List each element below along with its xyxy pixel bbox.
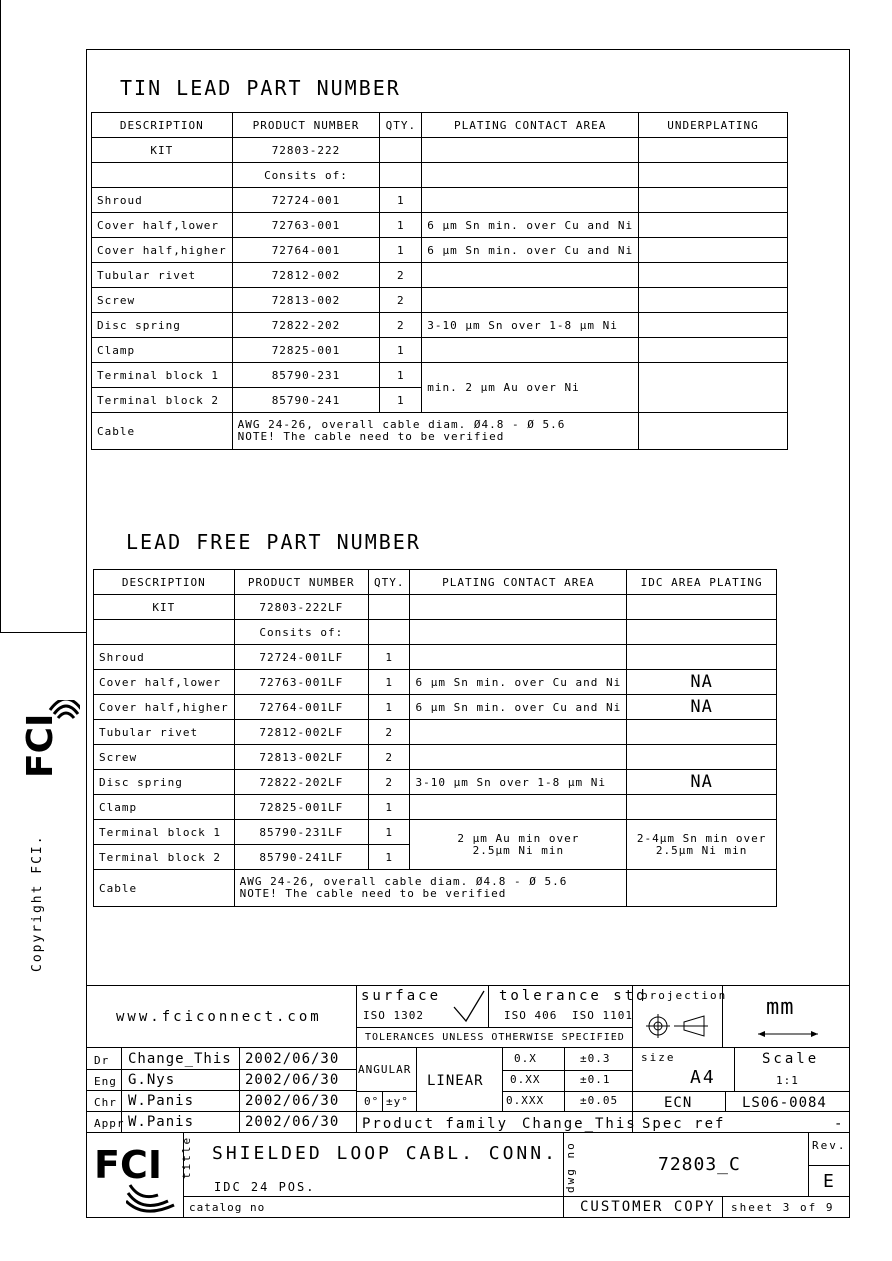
plating-cell — [410, 595, 627, 620]
underplating-cell — [639, 288, 788, 313]
linear-class: 0.XX — [510, 1073, 541, 1086]
product-number-cell: 85790-231LF — [234, 820, 368, 845]
qty-cell: 1 — [368, 670, 410, 695]
column-header: PLATING CONTACT AREA — [410, 570, 627, 595]
description-cell: Terminal block 2 — [94, 845, 235, 870]
plating-cell — [410, 720, 627, 745]
column-header: DESCRIPTION — [94, 570, 235, 595]
idc-plating-cell — [627, 870, 777, 907]
plating-cell — [410, 645, 627, 670]
linear-tol: ±0.3 — [580, 1052, 611, 1065]
product-number-cell: 72803-222 — [232, 138, 380, 163]
description-cell: Shroud — [92, 188, 233, 213]
lead-free-heading: LEAD FREE PART NUMBER — [126, 530, 421, 554]
underplating-cell — [639, 138, 788, 163]
qty-cell: 2 — [368, 720, 410, 745]
role-name: G.Nys — [128, 1072, 176, 1088]
product-family-value: Change_This — [522, 1116, 637, 1132]
description-cell: Clamp — [92, 338, 233, 363]
product-number-cell: 72764-001 — [232, 238, 380, 263]
description-cell: Screw — [94, 745, 235, 770]
qty-cell — [368, 620, 410, 645]
column-header: IDC AREA PLATING — [627, 570, 777, 595]
spec-ref-label: Spec ref — [642, 1116, 726, 1132]
description-cell: Disc spring — [92, 313, 233, 338]
linear-tol: ±0.05 — [580, 1094, 619, 1107]
product-number-cell: Consits of: — [232, 163, 380, 188]
table-row — [92, 163, 788, 188]
column-header: PLATING CONTACT AREA — [422, 113, 639, 138]
description-cell: Shroud — [94, 645, 235, 670]
idc-plating-cell — [627, 720, 777, 745]
table-row — [94, 770, 777, 795]
table-row — [92, 363, 788, 388]
scale-label: Scale — [762, 1051, 820, 1067]
description-cell: Tubular rivet — [92, 263, 233, 288]
product-number-cell: 72724-001 — [232, 188, 380, 213]
table-row — [94, 695, 777, 720]
product-number-cell: 72825-001 — [232, 338, 380, 363]
title-label: title — [180, 1135, 193, 1179]
unit-arrow-icon — [756, 1029, 820, 1039]
underplating-cell — [639, 188, 788, 213]
description-cell: Terminal block 2 — [92, 388, 233, 413]
linear-tol: ±0.1 — [580, 1073, 611, 1086]
table-row — [94, 870, 777, 907]
plating-cell: 3-10 µm Sn over 1-8 µm Ni — [410, 770, 627, 795]
rev-value: E — [823, 1171, 836, 1192]
plating-line: 2.5µm Ni min — [472, 843, 565, 857]
product-number-cell: 72812-002 — [232, 263, 380, 288]
role-date: 2002/06/30 — [245, 1093, 340, 1109]
description-cell: Cable — [94, 870, 235, 907]
role-date: 2002/06/30 — [245, 1051, 340, 1067]
table-row — [92, 288, 788, 313]
size-value: A4 — [690, 1067, 716, 1088]
table-row — [92, 413, 788, 450]
copyright-text: Copyright FCI. — [30, 834, 45, 972]
margin-line — [0, 0, 1, 632]
underplating-cell — [639, 363, 788, 413]
rev-label: Rev. — [812, 1139, 847, 1152]
table-row — [94, 720, 777, 745]
drawing-title-1: SHIELDED LOOP CABL. CONN. — [212, 1143, 558, 1164]
qty-cell: 2 — [368, 745, 410, 770]
description-cell: Cover half,higher — [92, 238, 233, 263]
role-label: Dr — [94, 1054, 110, 1067]
plating-cell — [422, 163, 639, 188]
sheet-number: sheet 3 of 9 — [731, 1201, 835, 1214]
table-row — [94, 795, 777, 820]
column-header: PRODUCT NUMBER — [234, 570, 368, 595]
projection-label: projection — [641, 989, 728, 1002]
cable-line: AWG 24-26, overall cable diam. Ø4.8 - Ø 5.6 — [237, 418, 566, 431]
table-row — [94, 670, 777, 695]
idc-line: 2.5µm Ni min — [655, 843, 748, 857]
table-row — [94, 745, 777, 770]
role-date: 2002/06/30 — [245, 1072, 340, 1088]
svg-text:FCI: FCI — [20, 713, 61, 778]
description-cell: Cover half,lower — [94, 670, 235, 695]
role-label: Chr — [94, 1096, 117, 1109]
description-cell: KIT — [92, 138, 233, 163]
product-number-cell: 72813-002 — [232, 288, 380, 313]
plating-cell — [410, 795, 627, 820]
idc-plating-cell — [627, 820, 777, 870]
qty-cell: 1 — [380, 338, 422, 363]
idc-plating-cell — [627, 645, 777, 670]
projection-symbol-icon — [646, 1013, 710, 1039]
description-cell: Terminal block 1 — [94, 820, 235, 845]
fci-side-logo-icon — [14, 700, 80, 780]
qty-cell: 1 — [380, 388, 422, 413]
plating-cell: 6 µm Sn min. over Cu and Ni — [422, 213, 639, 238]
product-number-cell: 72813-002LF — [234, 745, 368, 770]
fci-logo-waves-icon — [126, 1181, 176, 1213]
plating-cell — [422, 338, 639, 363]
table-row — [92, 238, 788, 263]
fci-logo: FCI — [94, 1143, 162, 1187]
qty-cell: 1 — [368, 645, 410, 670]
underplating-cell — [639, 238, 788, 263]
product-number-cell: 72822-202LF — [234, 770, 368, 795]
role-name: W.Panis — [128, 1114, 195, 1130]
product-number-cell: 72822-202 — [232, 313, 380, 338]
product-number-cell: 72764-001LF — [234, 695, 368, 720]
table-row — [94, 645, 777, 670]
dwg-no: 72803_C — [658, 1154, 741, 1175]
qty-cell: 1 — [380, 238, 422, 263]
cable-line: AWG 24-26, overall cable diam. Ø4.8 - Ø 5.6 — [239, 875, 568, 888]
size-label: size — [641, 1051, 676, 1064]
idc-plating-cell — [627, 795, 777, 820]
angular-label: ANGULAR — [358, 1063, 412, 1076]
table-row — [94, 820, 777, 845]
table-row — [94, 595, 777, 620]
underplating-cell — [639, 213, 788, 238]
product-number-cell: 85790-231 — [232, 363, 380, 388]
drawing-title-2: IDC 24 POS. — [214, 1180, 316, 1194]
description-cell: Cable — [92, 413, 233, 450]
underplating-cell — [639, 313, 788, 338]
scale-value: 1:1 — [776, 1074, 799, 1087]
qty-cell: 1 — [368, 695, 410, 720]
description-cell: KIT — [94, 595, 235, 620]
product-number-cell: 72825-001LF — [234, 795, 368, 820]
website: www.fciconnect.com — [116, 1009, 322, 1025]
qty-cell: 2 — [380, 263, 422, 288]
product-number-cell: 72724-001LF — [234, 645, 368, 670]
role-name: W.Panis — [128, 1093, 195, 1109]
role-label: Appr — [94, 1117, 125, 1130]
tolerance-iso-2: ISO 1101 — [572, 1009, 633, 1022]
surface-check-icon — [452, 989, 486, 1023]
plating-line: 2 µm Au min over — [457, 831, 580, 845]
qty-cell: 1 — [368, 795, 410, 820]
customer-copy: CUSTOMER COPY — [580, 1199, 716, 1215]
description-cell: Cover half,higher — [94, 695, 235, 720]
underplating-cell — [639, 263, 788, 288]
plating-cell — [422, 263, 639, 288]
qty-cell: 1 — [368, 845, 410, 870]
tolerance-std-label: tolerance std — [499, 988, 648, 1004]
cable-spec-cell — [232, 413, 639, 450]
linear-label: LINEAR — [427, 1073, 484, 1089]
table-row — [94, 620, 777, 645]
plating-cell — [410, 620, 627, 645]
cable-line: NOTE! The cable need to be verified — [237, 430, 505, 443]
tolerances-note: TOLERANCES UNLESS OTHERWISE SPECIFIED — [365, 1032, 625, 1043]
cable-line: NOTE! The cable need to be verified — [239, 887, 507, 900]
plating-cell — [422, 288, 639, 313]
description-cell: Clamp — [94, 795, 235, 820]
underplating-cell — [639, 163, 788, 188]
idc-line: 2-4µm Sn min over — [636, 831, 767, 845]
table-row — [92, 188, 788, 213]
tin-lead-heading: TIN LEAD PART NUMBER — [120, 76, 401, 100]
idc-plating-cell: NA — [627, 670, 777, 695]
column-header: PRODUCT NUMBER — [232, 113, 380, 138]
column-header: QTY. — [380, 113, 422, 138]
title-block — [86, 985, 850, 1218]
spec-ref-value: - — [834, 1116, 844, 1132]
product-number-cell: 85790-241 — [232, 388, 380, 413]
catalog-no-label: catalog no — [189, 1201, 266, 1214]
idc-plating-cell: NA — [627, 770, 777, 795]
idc-plating-cell — [627, 745, 777, 770]
qty-cell — [380, 138, 422, 163]
table-row — [92, 338, 788, 363]
qty-cell: 1 — [380, 363, 422, 388]
underplating-cell — [639, 338, 788, 363]
angular-tol: ±y° — [386, 1095, 409, 1108]
table-row — [92, 263, 788, 288]
product-number-cell: 85790-241LF — [234, 845, 368, 870]
product-number-cell: 72763-001LF — [234, 670, 368, 695]
tolerance-iso-1: ISO 406 — [504, 1009, 558, 1022]
column-header: QTY. — [368, 570, 410, 595]
qty-cell — [368, 595, 410, 620]
description-cell: Screw — [92, 288, 233, 313]
plating-cell: min. 2 µm Au over Ni — [422, 363, 639, 413]
description-cell: Cover half,lower — [92, 213, 233, 238]
margin-divider — [0, 632, 86, 633]
column-header: UNDERPLATING — [639, 113, 788, 138]
product-number-cell: 72803-222LF — [234, 595, 368, 620]
qty-cell: 1 — [380, 188, 422, 213]
qty-cell — [380, 163, 422, 188]
product-number-cell: 72812-002LF — [234, 720, 368, 745]
plating-cell: 6 µm Sn min. over Cu and Ni — [410, 670, 627, 695]
linear-class: 0.XXX — [506, 1094, 545, 1107]
description-cell: Disc spring — [94, 770, 235, 795]
lead-free-table — [93, 569, 777, 907]
underplating-cell — [639, 413, 788, 450]
description-cell: Terminal block 1 — [92, 363, 233, 388]
plating-cell: 6 µm Sn min. over Cu and Ni — [422, 238, 639, 263]
table-row — [92, 138, 788, 163]
tin-lead-table — [91, 112, 788, 450]
qty-cell: 2 — [380, 288, 422, 313]
description-cell — [92, 163, 233, 188]
role-date: 2002/06/30 — [245, 1114, 340, 1130]
product-number-cell: 72763-001 — [232, 213, 380, 238]
qty-cell: 1 — [380, 213, 422, 238]
qty-cell: 2 — [380, 313, 422, 338]
cable-spec-cell — [234, 870, 627, 907]
role-label: Eng — [94, 1075, 117, 1088]
qty-cell: 2 — [368, 770, 410, 795]
surface-label: surface — [361, 988, 442, 1004]
idc-plating-cell — [627, 620, 777, 645]
column-header: DESCRIPTION — [92, 113, 233, 138]
table-row — [92, 313, 788, 338]
ecn-label: ECN — [664, 1095, 693, 1111]
description-cell — [94, 620, 235, 645]
description-cell: Tubular rivet — [94, 720, 235, 745]
plating-cell — [410, 820, 627, 870]
product-family-label: Product family — [362, 1116, 509, 1132]
plating-cell: 3-10 µm Sn over 1-8 µm Ni — [422, 313, 639, 338]
role-name: Change_This — [128, 1051, 232, 1067]
plating-cell: 6 µm Sn min. over Cu and Ni — [410, 695, 627, 720]
plating-cell — [422, 138, 639, 163]
idc-plating-cell: NA — [627, 695, 777, 720]
ecn-value: LS06-0084 — [742, 1095, 827, 1111]
table-row — [92, 213, 788, 238]
product-number-cell: Consits of: — [234, 620, 368, 645]
plating-cell — [410, 745, 627, 770]
qty-cell: 1 — [368, 820, 410, 845]
idc-plating-cell — [627, 595, 777, 620]
unit: mm — [766, 995, 795, 1020]
dwg-no-label: dwg no — [564, 1141, 577, 1193]
angular-deg: 0° — [364, 1095, 380, 1108]
linear-class: 0.X — [514, 1052, 537, 1065]
surface-iso: ISO 1302 — [363, 1009, 424, 1022]
plating-cell — [422, 188, 639, 213]
